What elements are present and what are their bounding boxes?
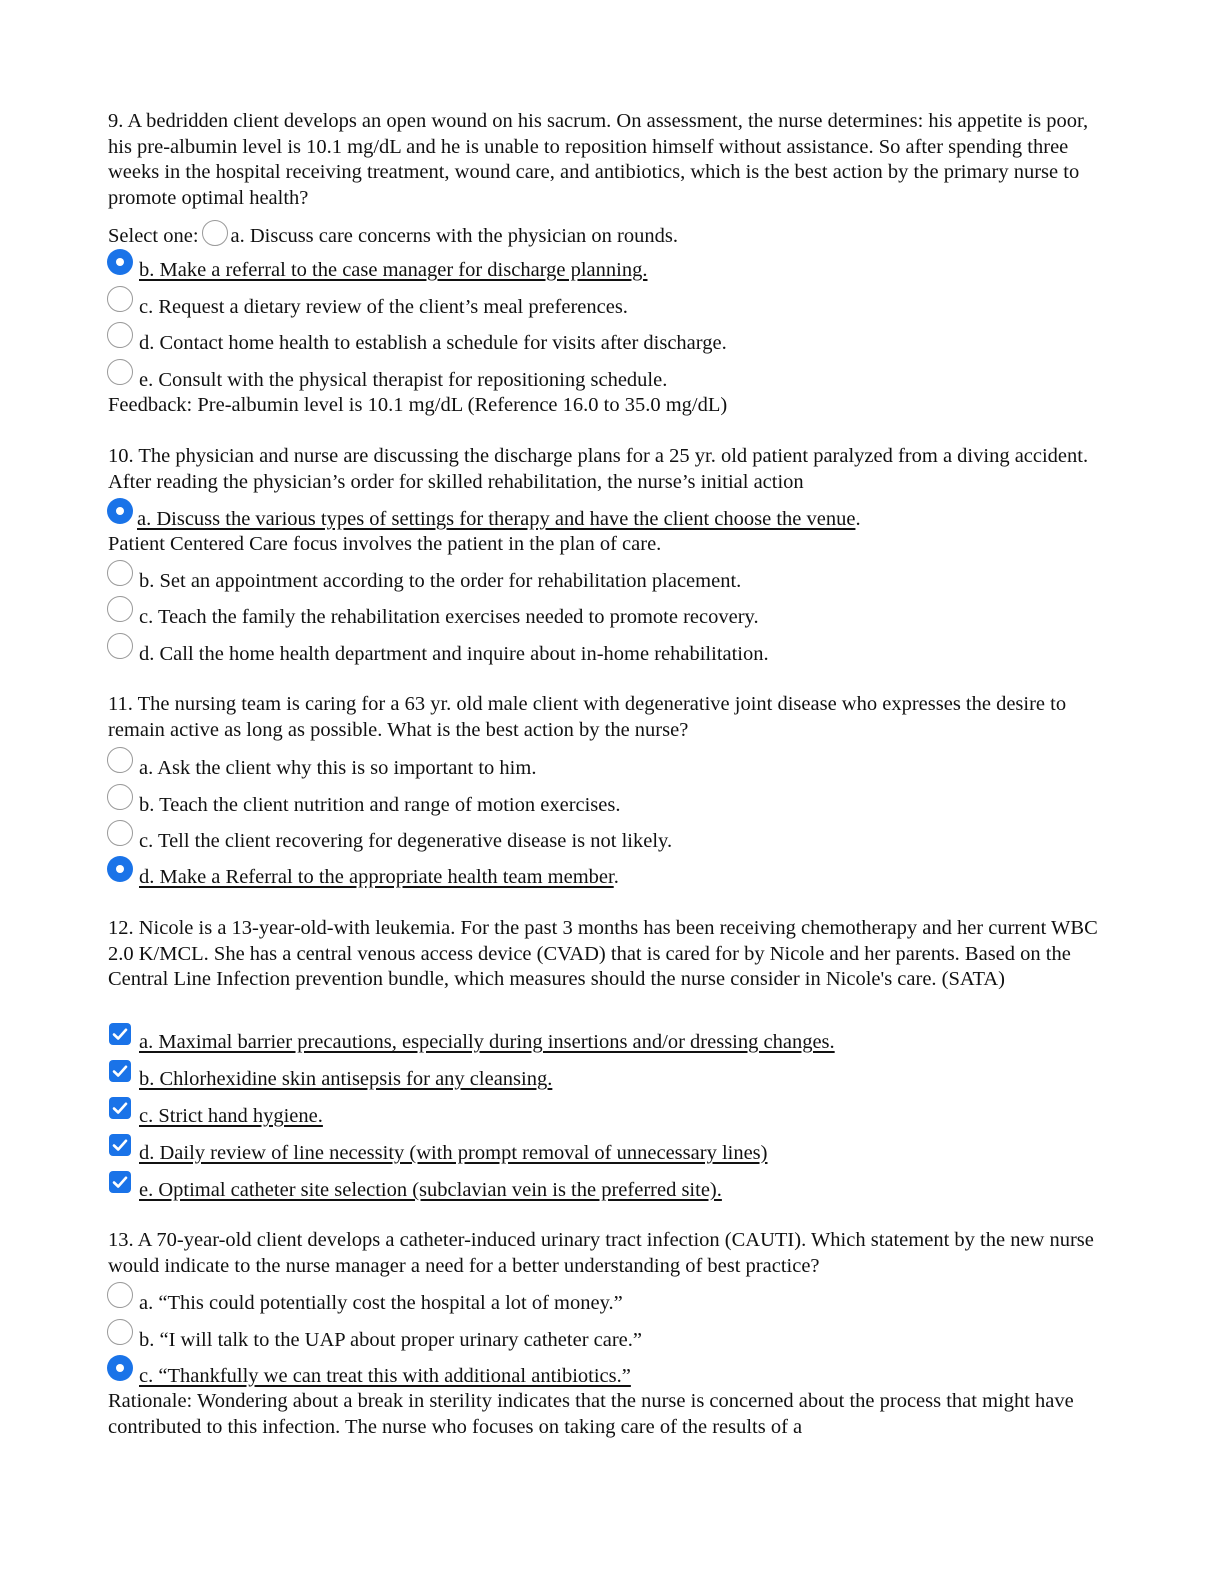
q9-option-c[interactable] [107,286,628,320]
q11-option-d-suffix: . [613,866,619,888]
q10-option-d-radio[interactable] [107,633,133,659]
q10-option-a-suffix: . [855,508,861,530]
q9-option-c-radio[interactable] [107,286,133,312]
q9-option-b-radio[interactable] [107,249,133,275]
q9-option-b-label: b. Make a referral to the case manager for discharge planning. [139,259,648,281]
q10-option-b-radio[interactable] [107,560,133,586]
q13-option-b[interactable] [107,1319,642,1353]
q9-option-a-radio[interactable] [202,220,228,246]
q10-note: Patient Centered Care focus involves the patient in the plan of care. [108,533,662,555]
q13-option-a[interactable] [107,1282,623,1316]
q13-option-a-radio[interactable] [107,1282,133,1308]
q9-option-e-radio[interactable] [107,359,133,385]
q13-option-c[interactable] [107,1355,631,1389]
q10-option-b[interactable] [107,560,741,594]
q11-option-b-radio[interactable] [107,784,133,810]
q12-option-a[interactable] [107,1021,835,1055]
q13-option-a-label: a. “This could potentially cost the hospital a lot of money.” [139,1292,623,1314]
q11-option-b[interactable] [107,784,621,818]
q10-option-a-radio[interactable] [107,498,133,524]
q11-option-d-label: d. Make a Referral to the appropriate health team member [139,866,614,888]
select-one-label: Select one: [108,225,199,247]
question-13-stem: 13. A 70-year-old client develops a catheter-induced urinary tract infection (CAUTI). Which statement by the new nurse would indicate to the nurse manager a need for a better understanding of best practice? [108,1229,1094,1277]
q12-option-d-label: d. Daily review of line necessity (with prompt removal of unnecessary lines) [139,1142,768,1164]
q12-option-b-label: b. Chlorhexidine skin antisepsis for any cleansing. [139,1068,553,1090]
q9-option-b[interactable] [107,249,647,283]
q10-option-b-label: b. Set an appointment according to the order for rehabilitation placement. [139,570,742,592]
q9-option-e-label: e. Consult with the physical therapist for repositioning schedule. [139,369,668,391]
q12-option-b[interactable] [107,1058,552,1092]
q10-option-c-radio[interactable] [107,596,133,622]
q11-option-a-radio[interactable] [107,747,133,773]
q9-option-d[interactable] [107,322,727,356]
q9-feedback: Feedback: Pre-albumin level is 10.1 mg/dL (Reference 16.0 to 35.0 mg/dL) [108,394,728,416]
q11-option-c-radio[interactable] [107,820,133,846]
q13-option-b-label: b. “I will talk to the UAP about proper urinary catheter care.” [139,1329,643,1351]
q12-option-a-label: a. Maximal barrier precautions, especially during insertions and/or dressing changes. [139,1031,835,1053]
q12-option-c[interactable] [107,1095,323,1129]
q13-rationale: Rationale: Wondering about a break in sterility indicates that the nurse is concerned about the process that might have contributed to this infection. The nurse who focuses on taking care of the results of a [108,1390,1074,1438]
q12-option-e[interactable] [107,1169,722,1203]
q11-option-c[interactable] [107,820,672,854]
question-9-select-one-row [108,220,678,249]
q10-option-d[interactable] [107,633,769,667]
q13-option-b-radio[interactable] [107,1319,133,1345]
q11-option-a-label: a. Ask the client why this is so important to him. [139,757,537,779]
q9-option-a-label: a. Discuss care concerns with the physician on rounds. [230,225,678,247]
q10-option-a-label: a. Discuss the various types of settings for therapy and have the client choose the venue [137,508,856,530]
q12-option-b-checkbox[interactable] [109,1060,131,1082]
q12-option-c-label: c. Strict hand hygiene. [139,1105,323,1127]
q12-option-a-checkbox[interactable] [109,1023,131,1045]
q12-option-c-checkbox[interactable] [109,1097,131,1119]
question-10-stem: 10. The physician and nurse are discussing the discharge plans for a 25 yr. old patient paralyzed from a diving accident. After reading the physician’s order for skilled rehabilitation, the nurse’s initial action [108,445,1089,493]
question-11-stem: 11. The nursing team is caring for a 63 yr. old male client with degenerative joint disease who expresses the desire to remain active as long as possible. What is the best action by the nurse? [108,693,1067,741]
q12-option-e-label: e. Optimal catheter site selection (subclavian vein is the preferred site). [139,1179,722,1201]
q9-option-e[interactable] [107,359,667,393]
q9-option-c-label: c. Request a dietary review of the client’s meal preferences. [139,296,628,318]
q12-option-e-checkbox[interactable] [109,1171,131,1193]
q11-option-d[interactable] [107,856,619,890]
q10-option-a[interactable] [107,498,861,532]
q13-option-c-label: c. “Thankfully we can treat this with additional antibiotics.” [139,1365,631,1387]
q11-option-b-label: b. Teach the client nutrition and range of motion exercises. [139,794,621,816]
q11-option-d-radio[interactable] [107,856,133,882]
q10-option-c-label: c. Teach the family the rehabilitation exercises needed to promote recovery. [139,606,759,628]
q10-option-d-label: d. Call the home health department and inquire about in-home rehabilitation. [139,643,769,665]
q11-option-c-label: c. Tell the client recovering for degenerative disease is not likely. [139,830,673,852]
q10-option-c[interactable] [107,596,759,630]
question-9-stem: 9. A bedridden client develops an open wound on his sacrum. On assessment, the nurse determines: his appetite is poor, his pre-albumin level is 10.1 mg/dL and he is unable to reposition himself without assistance. So after spending three weeks in the hospital receiving treatment, wound care, and antibiotics, which is the best action by the primary nurse to promote optimal health? [108,110,1089,209]
q12-option-d-checkbox[interactable] [109,1134,131,1156]
question-12-stem: 12. Nicole is a 13-year-old-with leukemia. For the past 3 months has been receiving chemotherapy and her current WBC 2.0 K/MCL. She has a central venous access device (CVAD) that is cared for by Nicole and her parents. Based on the Central Line Infection prevention bundle, which measures should the nurse consider in Nicole's care. (SATA) [108,917,1098,990]
q9-option-d-label: d. Contact home health to establish a schedule for visits after discharge. [139,332,727,354]
q13-option-c-radio[interactable] [107,1355,133,1381]
q12-option-d[interactable] [107,1132,767,1166]
q11-option-a[interactable] [107,747,536,781]
q9-option-d-radio[interactable] [107,322,133,348]
